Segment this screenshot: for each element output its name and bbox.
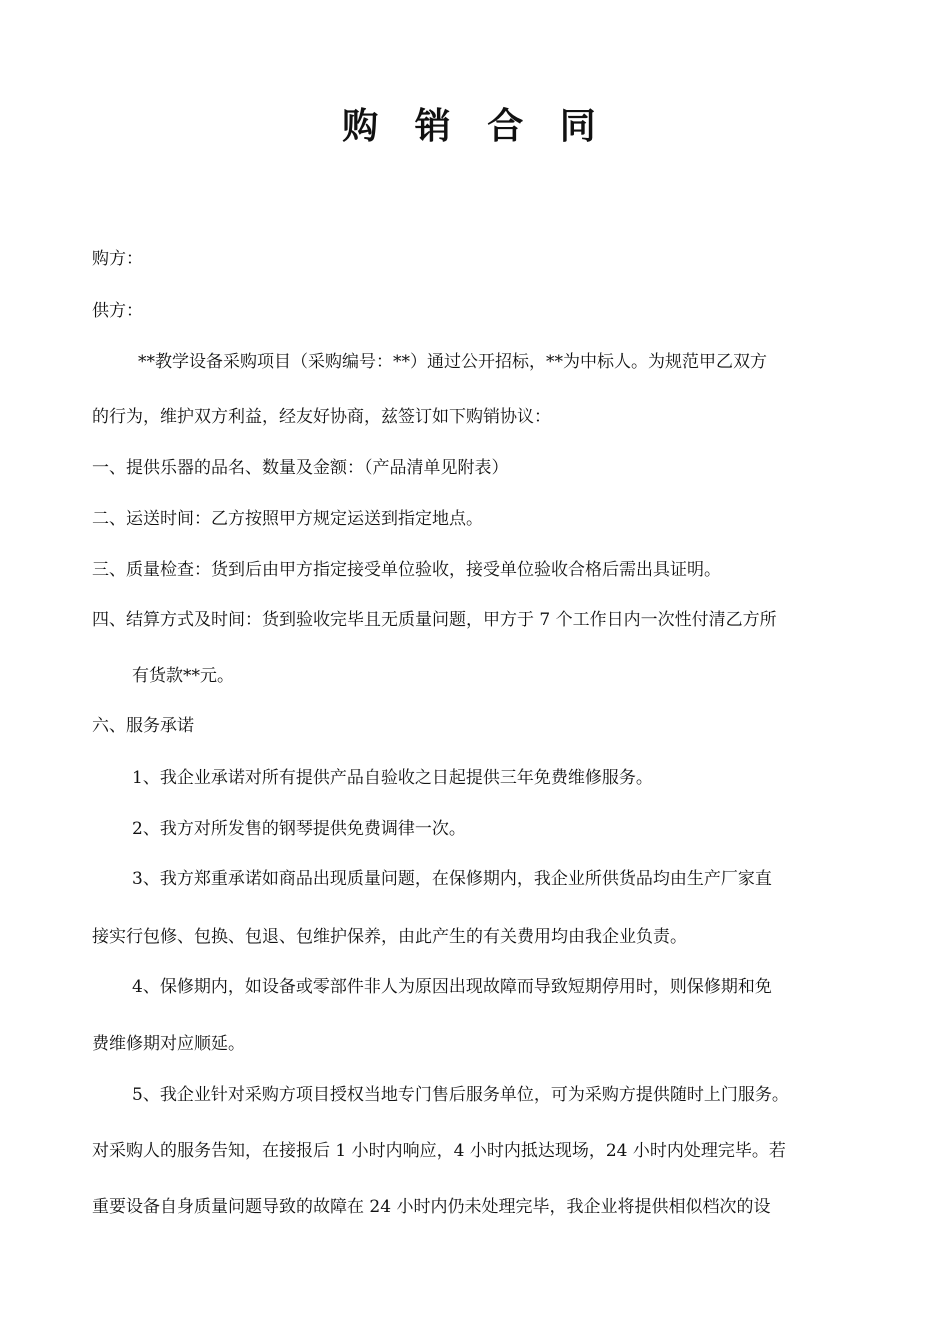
intro-line-2: 的行为，维护双方利益，经友好协商，兹签订如下购销协议： [92, 407, 551, 427]
supplier-label: 供方： [92, 301, 143, 321]
intro-line-1: **教学设备采购项目（采购编号：**）通过公开招标，**为中标人。为规范甲乙双方 [138, 352, 767, 372]
service-item-2: 2、我方对所发售的钢琴提供免费调律一次。 [132, 819, 466, 839]
clause-4-line-1: 四、结算方式及时间：货到验收完毕且无质量问题，甲方于 7 个工作日内一次性付清乙方所 [92, 610, 777, 630]
service-item-5-line-3: 重要设备自身质量问题导致的故障在 24 小时内仍未处理完毕，我企业将提供相似档次的设 [92, 1197, 771, 1217]
clause-3: 三、质量检查：货到后由甲方指定接受单位验收，接受单位验收合格后需出具证明。 [92, 560, 721, 580]
clause-1: 一、提供乐器的品名、数量及金额：（产品清单见附表） [92, 458, 509, 478]
clause-6-heading: 六、服务承诺 [92, 716, 194, 736]
service-item-1: 1、我企业承诺对所有提供产品自验收之日起提供三年免费维修服务。 [132, 768, 653, 788]
service-item-5-line-2: 对采购人的服务告知，在接报后 1 小时内响应，4 小时内抵达现场，24 小时内处理完毕。若 [92, 1141, 786, 1161]
service-item-4-line-1: 4、保修期内，如设备或零部件非人为原因出现故障而导致短期停用时，则保修期和免 [132, 977, 772, 997]
clause-2: 二、运送时间：乙方按照甲方规定运送到指定地点。 [92, 509, 483, 529]
service-item-5-line-1: 5、我企业针对采购方项目授权当地专门售后服务单位，可为采购方提供随时上门服务。 [132, 1085, 789, 1105]
buyer-label: 购方： [92, 249, 143, 269]
clause-4-line-2: 有货款**元。 [132, 666, 234, 686]
document-title: 购 销 合 同 [342, 106, 608, 147]
service-item-4-line-2: 费维修期对应顺延。 [92, 1034, 245, 1054]
service-item-3-line-2: 接实行包修、包换、包退、包维护保养，由此产生的有关费用均由我企业负责。 [92, 927, 687, 947]
service-item-3-line-1: 3、我方郑重承诺如商品出现质量问题，在保修期内，我企业所供货品均由生产厂家直 [132, 869, 772, 889]
